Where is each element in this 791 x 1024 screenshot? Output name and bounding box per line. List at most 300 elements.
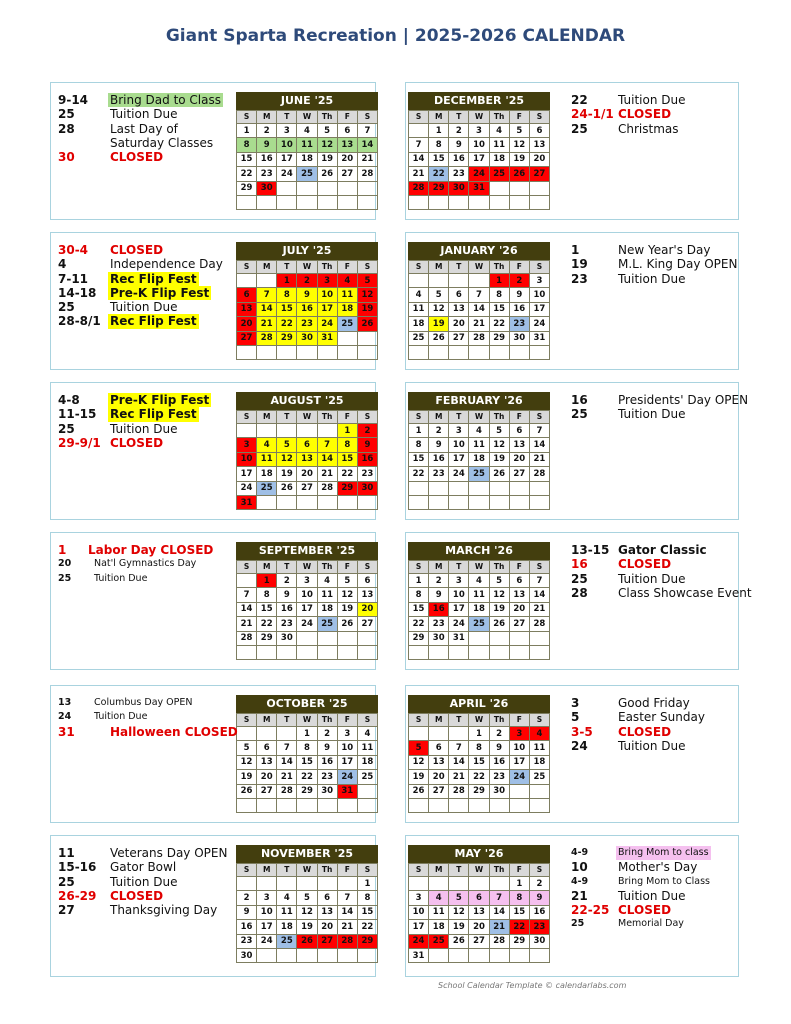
event-text: Rec Flip Fest	[110, 407, 197, 422]
day-cell: 6	[429, 741, 449, 755]
month-calendar	[408, 845, 550, 963]
day-cell: 27	[509, 617, 529, 631]
day-cell: 20	[509, 452, 529, 466]
day-cell: 3	[237, 438, 257, 452]
event-date: 25	[58, 572, 72, 584]
day-cell: 3	[277, 124, 297, 138]
weekday-header: T	[449, 714, 469, 727]
day-cell: 7	[237, 588, 257, 602]
day-cell: 5	[509, 124, 529, 138]
day-cell: 3	[297, 574, 317, 588]
month-grid	[236, 110, 378, 210]
weekday-header: Th	[489, 111, 509, 124]
month-title: DECEMBER '25	[408, 92, 550, 110]
day-cell: 5	[429, 288, 449, 302]
empty-day-cell	[469, 631, 489, 645]
empty-day-cell	[469, 877, 489, 891]
day-cell: 26	[277, 481, 297, 495]
empty-day-cell	[449, 948, 469, 962]
day-cell: 13	[257, 755, 277, 769]
event-text: CLOSED	[618, 107, 672, 122]
day-cell: 18	[469, 602, 489, 616]
month-grid	[408, 410, 550, 510]
event-date: 4-9	[571, 875, 589, 887]
day-cell: 12	[489, 438, 509, 452]
empty-day-cell	[449, 877, 469, 891]
empty-day-cell	[357, 345, 377, 359]
month-panel-march-26	[405, 532, 752, 670]
day-cell: 12	[429, 302, 449, 316]
day-cell: 10	[297, 588, 317, 602]
empty-day-cell	[357, 798, 377, 812]
day-cell: 19	[277, 467, 297, 481]
weekday-header: S	[409, 864, 429, 877]
event-text: Tuition Due	[94, 711, 148, 723]
day-cell: 30	[277, 631, 297, 645]
weekday-header: S	[409, 561, 429, 574]
day-cell: 3	[337, 727, 357, 741]
day-cell: 17	[409, 920, 429, 934]
day-cell: 5	[357, 274, 377, 288]
day-cell: 2	[489, 727, 509, 741]
weekday-header: Th	[489, 561, 509, 574]
weekday-header: T	[449, 561, 469, 574]
empty-day-cell	[357, 631, 377, 645]
empty-day-cell	[297, 948, 317, 962]
day-cell: 27	[337, 167, 357, 181]
weekday-header: M	[257, 561, 277, 574]
empty-day-cell	[409, 481, 429, 495]
month-calendar	[236, 92, 378, 210]
weekday-header: S	[357, 111, 377, 124]
weekday-header: T	[277, 714, 297, 727]
empty-day-cell	[529, 798, 549, 812]
day-cell: 5	[237, 741, 257, 755]
day-cell: 25	[317, 617, 337, 631]
day-cell: 16	[429, 602, 449, 616]
day-cell: 6	[257, 741, 277, 755]
day-cell: 31	[449, 631, 469, 645]
day-cell: 14	[529, 588, 549, 602]
day-cell: 22	[297, 770, 317, 784]
day-cell: 17	[297, 602, 317, 616]
empty-day-cell	[529, 784, 549, 798]
day-cell: 6	[317, 891, 337, 905]
empty-day-cell	[277, 645, 297, 659]
empty-day-cell	[277, 495, 297, 509]
event-text: Christmas	[618, 121, 679, 136]
day-cell: 13	[529, 138, 549, 152]
day-cell: 20	[257, 770, 277, 784]
empty-day-cell	[449, 495, 469, 509]
day-cell: 8	[237, 138, 257, 152]
day-cell: 10	[469, 138, 489, 152]
day-cell: 17	[509, 755, 529, 769]
day-cell: 13	[237, 302, 257, 316]
month-panel-january-26	[405, 232, 739, 370]
empty-day-cell	[489, 645, 509, 659]
day-cell: 1	[337, 424, 357, 438]
empty-day-cell	[297, 424, 317, 438]
empty-day-cell	[237, 345, 257, 359]
event-date: 16	[571, 393, 588, 407]
event-date: 25	[58, 421, 75, 436]
month-grid	[236, 713, 378, 813]
empty-day-cell	[357, 195, 377, 209]
day-cell: 19	[337, 602, 357, 616]
day-cell: 13	[317, 905, 337, 919]
event-date: 25	[571, 571, 588, 586]
day-cell: 10	[317, 288, 337, 302]
day-cell: 10	[529, 288, 549, 302]
day-cell: 31	[529, 331, 549, 345]
day-cell: 12	[277, 452, 297, 466]
empty-day-cell	[429, 195, 449, 209]
event-date: 13-15	[571, 543, 610, 557]
day-cell: 1	[429, 124, 449, 138]
day-cell: 29	[357, 934, 377, 948]
day-cell: 10	[449, 588, 469, 602]
day-cell: 24	[297, 617, 317, 631]
empty-day-cell	[489, 948, 509, 962]
weekday-header: T	[449, 111, 469, 124]
event-text: CLOSED	[618, 557, 672, 572]
day-cell: 23	[277, 617, 297, 631]
day-cell: 20	[237, 317, 257, 331]
event-date: 25	[571, 918, 585, 930]
day-cell: 17	[529, 302, 549, 316]
footer-credit: School Calendar Template © calendarlabs.com	[438, 981, 627, 990]
day-cell: 6	[509, 574, 529, 588]
day-cell: 22	[257, 617, 277, 631]
empty-day-cell	[489, 877, 509, 891]
day-cell: 16	[489, 755, 509, 769]
day-cell: 9	[429, 588, 449, 602]
day-cell: 18	[317, 602, 337, 616]
weekday-header: S	[357, 561, 377, 574]
day-cell: 4	[469, 574, 489, 588]
day-cell: 9	[277, 588, 297, 602]
empty-day-cell	[337, 631, 357, 645]
event-text: Halloween CLOSED	[110, 724, 238, 739]
weekday-header: Th	[317, 261, 337, 274]
day-cell: 24	[449, 617, 469, 631]
weekday-header: F	[337, 411, 357, 424]
day-cell: 20	[449, 317, 469, 331]
day-cell: 30	[529, 934, 549, 948]
day-cell: 7	[277, 741, 297, 755]
day-cell: 9	[509, 288, 529, 302]
day-cell: 27	[429, 784, 449, 798]
empty-day-cell	[449, 798, 469, 812]
weekday-header: Th	[489, 864, 509, 877]
day-cell: 2	[429, 424, 449, 438]
event-text: Tuition Due	[618, 888, 686, 903]
day-cell: 27	[469, 934, 489, 948]
day-cell: 11	[469, 588, 489, 602]
empty-day-cell	[257, 424, 277, 438]
weekday-header: T	[449, 261, 469, 274]
day-cell: 18	[257, 467, 277, 481]
day-cell: 16	[529, 905, 549, 919]
day-cell: 7	[337, 891, 357, 905]
month-panel-may-26	[405, 835, 739, 977]
event-text: Labor Day CLOSED	[88, 543, 214, 557]
day-cell: 13	[429, 755, 449, 769]
weekday-header: S	[529, 714, 549, 727]
empty-day-cell	[529, 345, 549, 359]
empty-day-cell	[449, 645, 469, 659]
event-date: 4-9	[571, 847, 589, 858]
day-cell: 23	[449, 167, 469, 181]
day-cell: 15	[409, 452, 429, 466]
event-date: 24	[571, 738, 588, 753]
day-cell: 29	[409, 631, 429, 645]
day-cell: 2	[509, 274, 529, 288]
weekday-header: Th	[317, 864, 337, 877]
empty-day-cell	[257, 727, 277, 741]
day-cell: 22	[237, 167, 257, 181]
day-cell: 4	[317, 574, 337, 588]
day-cell: 29	[257, 631, 277, 645]
event-date: 1	[58, 543, 67, 557]
day-cell: 28	[489, 934, 509, 948]
weekday-header: T	[277, 561, 297, 574]
weekday-header: F	[337, 714, 357, 727]
weekday-header: M	[257, 714, 277, 727]
month-grid	[236, 863, 378, 963]
month-title: NOVEMBER '25	[236, 845, 378, 863]
day-cell: 16	[357, 452, 377, 466]
month-title: SEPTEMBER '25	[236, 542, 378, 560]
day-cell: 4	[297, 124, 317, 138]
empty-day-cell	[489, 631, 509, 645]
month-panel-december-25	[405, 82, 739, 220]
day-cell: 30	[509, 331, 529, 345]
empty-day-cell	[337, 181, 357, 195]
day-cell: 8	[429, 138, 449, 152]
day-cell: 17	[449, 602, 469, 616]
day-cell: 15	[297, 755, 317, 769]
event-text: Class Showcase Event	[618, 585, 752, 600]
weekday-header: Th	[489, 261, 509, 274]
weekday-header: S	[529, 111, 549, 124]
event-date: 3-5	[571, 724, 593, 739]
empty-day-cell	[529, 181, 549, 195]
event-date: 7-11	[58, 271, 89, 286]
day-cell: 13	[297, 452, 317, 466]
day-cell: 15	[237, 152, 257, 166]
day-cell: 27	[297, 481, 317, 495]
event-text: CLOSED	[618, 724, 672, 739]
day-cell: 14	[257, 302, 277, 316]
day-cell: 13	[337, 138, 357, 152]
day-cell: 29	[297, 784, 317, 798]
event-text: CLOSED	[110, 435, 164, 450]
empty-day-cell	[297, 798, 317, 812]
day-cell: 8	[509, 891, 529, 905]
day-cell: 15	[469, 755, 489, 769]
empty-day-cell	[337, 798, 357, 812]
day-cell: 25	[469, 467, 489, 481]
event-date: 30	[58, 150, 75, 165]
day-cell: 6	[297, 438, 317, 452]
day-cell: 16	[277, 602, 297, 616]
empty-day-cell	[357, 331, 377, 345]
day-cell: 1	[509, 877, 529, 891]
day-cell: 26	[409, 784, 429, 798]
day-cell: 6	[469, 891, 489, 905]
empty-day-cell	[277, 877, 297, 891]
empty-day-cell	[429, 495, 449, 509]
day-cell: 13	[469, 905, 489, 919]
day-cell: 5	[337, 574, 357, 588]
day-cell: 24	[409, 934, 429, 948]
weekday-header: T	[449, 411, 469, 424]
empty-day-cell	[429, 798, 449, 812]
day-cell: 25	[357, 770, 377, 784]
day-cell: 8	[469, 741, 489, 755]
weekday-header: M	[429, 561, 449, 574]
day-cell: 14	[237, 602, 257, 616]
day-cell: 18	[277, 920, 297, 934]
empty-day-cell	[409, 877, 429, 891]
day-cell: 21	[237, 617, 257, 631]
day-cell: 23	[237, 934, 257, 948]
day-cell: 18	[429, 920, 449, 934]
event-text: Tuition Due	[618, 738, 686, 753]
empty-day-cell	[449, 345, 469, 359]
month-calendar	[236, 695, 378, 813]
day-cell: 1	[489, 274, 509, 288]
empty-day-cell	[489, 345, 509, 359]
empty-day-cell	[469, 195, 489, 209]
day-cell: 30	[297, 331, 317, 345]
empty-day-cell	[509, 948, 529, 962]
day-cell: 18	[489, 152, 509, 166]
empty-day-cell	[529, 495, 549, 509]
day-cell: 20	[297, 467, 317, 481]
day-cell: 25	[429, 934, 449, 948]
weekday-header: F	[337, 561, 357, 574]
event-text: Gator Bowl	[110, 860, 177, 875]
month-grid	[408, 260, 550, 360]
day-cell: 21	[489, 920, 509, 934]
day-cell: 18	[469, 452, 489, 466]
day-cell: 11	[409, 302, 429, 316]
day-cell: 21	[469, 317, 489, 331]
day-cell: 26	[489, 617, 509, 631]
weekday-header: S	[357, 261, 377, 274]
weekday-header: F	[509, 714, 529, 727]
day-cell: 31	[237, 495, 257, 509]
empty-day-cell	[409, 495, 429, 509]
empty-day-cell	[529, 195, 549, 209]
empty-day-cell	[509, 645, 529, 659]
event-date: 15-16	[58, 860, 97, 875]
day-cell: 3	[449, 424, 469, 438]
day-cell: 20	[337, 152, 357, 166]
day-cell: 28	[337, 934, 357, 948]
event-text: Last Day of	[110, 121, 178, 136]
day-cell: 5	[409, 741, 429, 755]
empty-day-cell	[317, 424, 337, 438]
empty-day-cell	[277, 195, 297, 209]
day-cell: 30	[357, 481, 377, 495]
day-cell: 16	[297, 302, 317, 316]
weekday-header: S	[237, 261, 257, 274]
empty-day-cell	[489, 495, 509, 509]
weekday-header: S	[237, 714, 257, 727]
day-cell: 9	[357, 438, 377, 452]
month-calendar	[236, 542, 378, 660]
weekday-header: M	[429, 714, 449, 727]
event-text: Veterans Day OPEN	[110, 846, 228, 860]
month-title: JUNE '25	[236, 92, 378, 110]
day-cell: 31	[469, 181, 489, 195]
day-cell: 21	[277, 770, 297, 784]
empty-day-cell	[509, 345, 529, 359]
day-cell: 4	[257, 438, 277, 452]
month-title: MAY '26	[408, 845, 550, 863]
month-panel-june-25	[50, 82, 376, 220]
day-cell: 12	[509, 138, 529, 152]
day-cell: 26	[509, 167, 529, 181]
day-cell: 22	[277, 317, 297, 331]
day-cell: 3	[317, 274, 337, 288]
event-date: 21	[571, 888, 588, 903]
weekday-header: W	[297, 411, 317, 424]
event-date: 11-15	[58, 407, 97, 422]
day-cell: 27	[449, 331, 469, 345]
day-cell: 12	[317, 138, 337, 152]
day-cell: 10	[337, 741, 357, 755]
day-cell: 25	[529, 770, 549, 784]
event-date: 13	[58, 697, 72, 708]
weekday-header: W	[297, 261, 317, 274]
empty-day-cell	[509, 195, 529, 209]
event-date: 24-1/1	[571, 107, 614, 122]
empty-day-cell	[429, 481, 449, 495]
day-cell: 1	[297, 727, 317, 741]
empty-day-cell	[489, 798, 509, 812]
weekday-header: W	[297, 561, 317, 574]
day-cell: 4	[469, 424, 489, 438]
event-text: Bring Mom to class	[616, 846, 711, 860]
month-calendar	[408, 92, 550, 210]
empty-day-cell	[317, 948, 337, 962]
day-cell: 21	[409, 167, 429, 181]
day-cell: 28	[469, 331, 489, 345]
day-cell: 5	[489, 574, 509, 588]
day-cell: 16	[257, 152, 277, 166]
weekday-header: W	[469, 261, 489, 274]
day-cell: 1	[409, 424, 429, 438]
day-cell: 9	[429, 438, 449, 452]
day-cell: 28	[277, 784, 297, 798]
empty-day-cell	[469, 274, 489, 288]
day-cell: 3	[529, 274, 549, 288]
event-date: 3	[571, 696, 580, 710]
weekday-header: S	[409, 714, 429, 727]
event-date: 30-4	[58, 243, 89, 257]
empty-day-cell	[317, 181, 337, 195]
empty-day-cell	[317, 877, 337, 891]
day-cell: 27	[529, 167, 549, 181]
empty-day-cell	[337, 345, 357, 359]
empty-day-cell	[277, 424, 297, 438]
weekday-header: W	[469, 864, 489, 877]
